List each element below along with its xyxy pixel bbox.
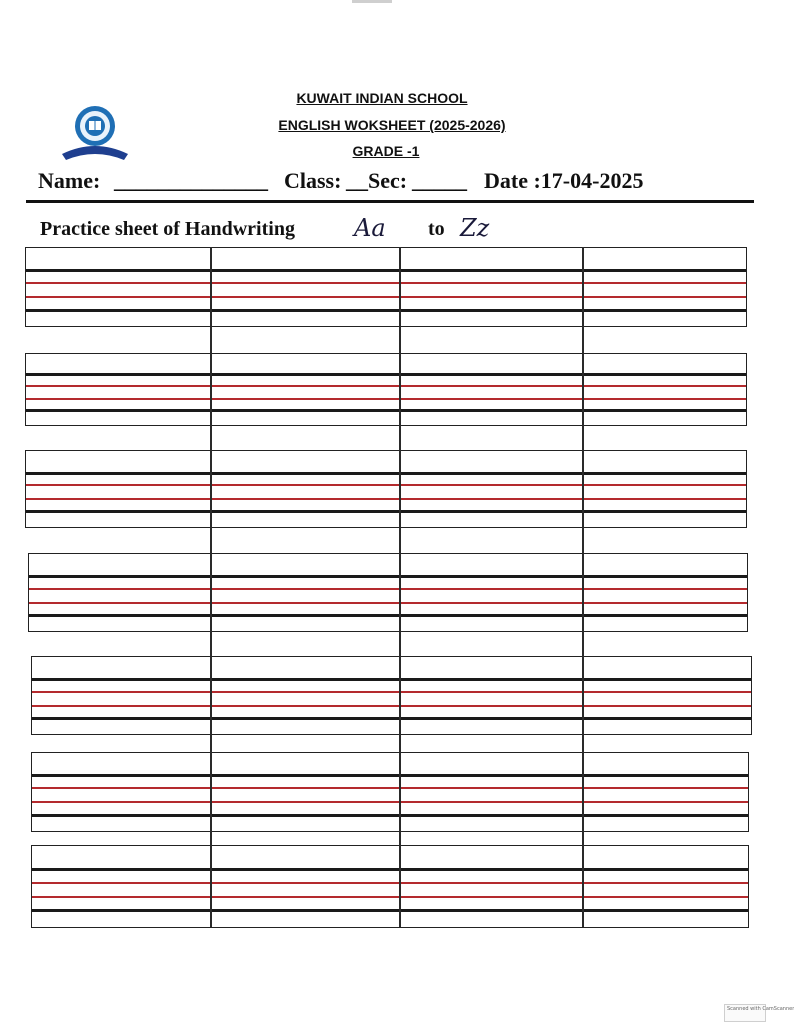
date-label: Date :17-04-2025 xyxy=(484,168,644,193)
writing-band-6[interactable] xyxy=(31,752,749,832)
scanner-watermark xyxy=(724,1004,794,1022)
baseline-1 xyxy=(32,774,748,777)
grade-label: GRADE -1 xyxy=(352,143,420,159)
writing-band-3[interactable] xyxy=(25,450,747,528)
baseline-4 xyxy=(32,717,751,720)
scanner-watermark-text: Scanned with CamScanner xyxy=(727,1006,794,1012)
midline-2 xyxy=(26,282,746,284)
name-blank[interactable]: ______________ xyxy=(114,168,268,193)
midline-3 xyxy=(26,296,746,298)
start-letters: Aa xyxy=(354,214,386,242)
column-divider-3 xyxy=(582,247,584,927)
midline-2 xyxy=(32,882,748,884)
baseline-4 xyxy=(29,614,747,617)
midline-2 xyxy=(26,385,746,387)
baseline-4 xyxy=(32,909,748,912)
baseline-4 xyxy=(32,814,748,817)
writing-band-2[interactable] xyxy=(25,353,747,426)
baseline-1 xyxy=(26,269,746,272)
midline-3 xyxy=(32,705,751,707)
baseline-1 xyxy=(26,472,746,475)
baseline-1 xyxy=(32,678,751,681)
class-blank[interactable]: __ xyxy=(346,168,368,193)
class-label: Class: xyxy=(284,168,342,193)
baseline-4 xyxy=(26,510,746,513)
baseline-4 xyxy=(26,309,746,312)
practice-connector: to xyxy=(428,218,445,240)
worksheet-subject: ENGLISH WOKSHEET (2025-2026) xyxy=(278,117,506,133)
midline-2 xyxy=(32,691,751,693)
section-blank[interactable]: _____ xyxy=(412,168,467,193)
midline-2 xyxy=(26,484,746,486)
midline-3 xyxy=(26,498,746,500)
writing-band-1[interactable] xyxy=(25,247,747,327)
writing-band-7[interactable] xyxy=(31,845,749,928)
school-name: KUWAIT INDIAN SCHOOL xyxy=(296,90,468,106)
name-label: Name: xyxy=(38,168,101,193)
header-divider xyxy=(26,200,754,203)
baseline-1 xyxy=(32,868,748,871)
midline-3 xyxy=(32,896,748,898)
midline-3 xyxy=(29,602,747,604)
midline-2 xyxy=(29,588,747,590)
column-divider-1 xyxy=(210,247,212,927)
midline-3 xyxy=(32,801,748,803)
baseline-1 xyxy=(26,373,746,376)
end-letters: Zz xyxy=(460,214,490,242)
midline-2 xyxy=(32,787,748,789)
student-info-row xyxy=(38,168,758,196)
column-divider-2 xyxy=(399,247,401,927)
scan-edge-mark xyxy=(352,0,392,3)
writing-band-5[interactable] xyxy=(31,656,752,735)
writing-band-4[interactable] xyxy=(28,553,748,632)
baseline-4 xyxy=(26,409,746,412)
baseline-1 xyxy=(29,575,747,578)
midline-3 xyxy=(26,398,746,400)
practice-title: Practice sheet of Handwriting xyxy=(40,218,295,240)
section-label: Sec: xyxy=(368,168,408,193)
